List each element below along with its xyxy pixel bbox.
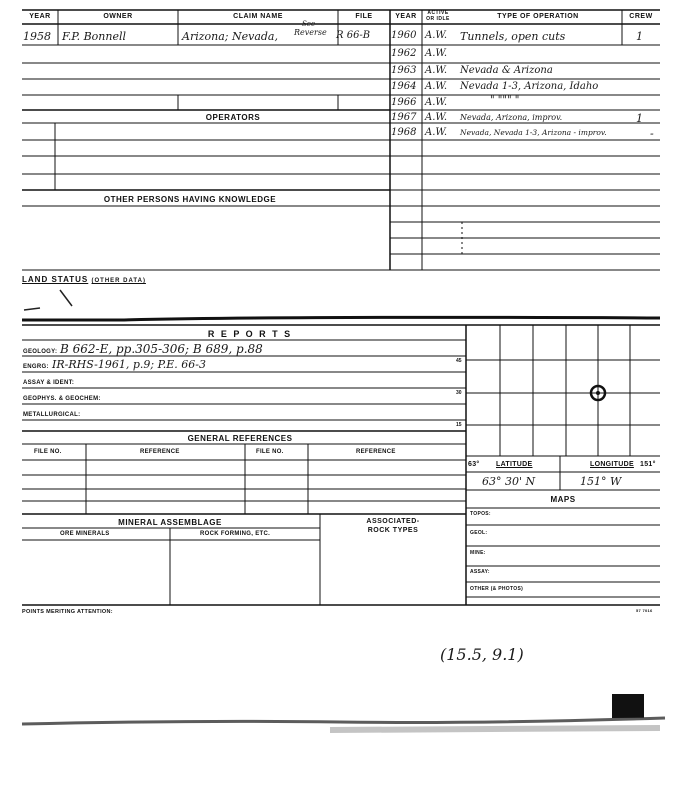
assay-ident-label: ASSAY & IDENT: [23, 380, 75, 386]
op-crew-6: 1 [636, 112, 643, 125]
op-year-7: 1968 [391, 127, 417, 138]
header-file: FILE [355, 13, 373, 20]
maps-geol: GEOL: [470, 530, 488, 536]
geophys-label: GEOPHYS. & GEOCHEM: [23, 396, 101, 402]
rock-types-label: ROCK TYPES [367, 527, 419, 534]
op-status-7: A.W. [425, 127, 448, 138]
op-status-2: A.W. [425, 48, 448, 59]
op-type-7: Nevada, Nevada 1-3, Arizona - improv. [460, 128, 607, 137]
owner-year: 1958 [23, 30, 51, 43]
maps-topos: TOPOS: [470, 511, 491, 517]
coordinates-note: (15.5, 9.1) [440, 645, 524, 664]
ref-file-no-2: FILE NO. [256, 449, 284, 455]
land-status-sub: (OTHER DATA) [91, 278, 146, 284]
associated-label: ASSOCIATED- [366, 518, 420, 525]
claim-name: Arizona; Nevada, [182, 30, 278, 43]
maps-assay: ASSAY: [470, 569, 490, 575]
latitude-value: 63° 30' N [482, 475, 536, 488]
op-crew-1: 1 [636, 30, 643, 43]
op-type-4: Nevada 1-3, Arizona, Idaho [460, 81, 599, 92]
header-crew: CREW [629, 13, 653, 20]
ore-minerals-label: ORE MINERALS [60, 531, 110, 537]
claim-reverse-note: Reverse [294, 28, 327, 37]
header-or-idle: OR IDLE [426, 16, 450, 22]
points-meriting-attention: POINTS MERITING ATTENTION: [22, 609, 113, 615]
op-type-6: Nevada, Arizona, improv. [460, 113, 563, 122]
header-active: ACTIVE [427, 10, 449, 16]
longitude-suffix: 151° [640, 461, 656, 468]
op-year-1: 1960 [391, 30, 417, 41]
header-year: YEAR [29, 13, 51, 20]
maps-mine: MINE: [470, 550, 486, 556]
op-year-4: 1964 [391, 81, 417, 92]
scale-45: 45 [456, 358, 462, 364]
land-status-label: LAND STATUS [22, 275, 89, 284]
reports-title: R E P O R T S [207, 329, 293, 339]
op-year-6: 1967 [391, 112, 417, 123]
op-crew-7: - [650, 127, 654, 140]
op-type-5: " """ " [490, 95, 520, 106]
scale-30: 30 [456, 390, 462, 396]
owner-name: F.P. Bonnell [62, 30, 127, 43]
header-claim-name: CLAIM NAME [233, 13, 283, 20]
claim-see-note: See [302, 20, 316, 28]
geology-label: GEOLOGY: [23, 349, 58, 355]
form-number: 57 7016 [636, 608, 653, 613]
operators-title: OPERATORS [205, 113, 261, 122]
op-year-2: 1962 [391, 48, 417, 59]
header-type-of-operation: TYPE OF OPERATION [497, 13, 579, 20]
op-status-1: A.W. [425, 30, 448, 41]
op-type-1: Tunnels, open cuts [460, 30, 566, 43]
header-year-2: YEAR [395, 13, 417, 20]
ref-reference-2: REFERENCE [356, 449, 396, 455]
file-number: R 66-B [336, 30, 371, 41]
rock-forming-label: ROCK FORMING, ETC. [200, 531, 271, 537]
op-status-5: A.W. [425, 97, 448, 108]
op-type-3: Nevada & Arizona [460, 65, 553, 76]
op-year-3: 1963 [391, 65, 417, 76]
scale-15: 15 [456, 422, 462, 428]
engrg-label: ENGRG: [23, 364, 49, 370]
registration-mark [612, 694, 644, 718]
mineral-assemblage-title: MINERAL ASSEMBLAGE [118, 518, 222, 527]
maps-other: OTHER (& PHOTOS) [470, 586, 524, 592]
associated-rock-types [320, 517, 466, 535]
ref-file-no-1: FILE NO. [34, 449, 62, 455]
latitude-prefix: 63° [468, 461, 480, 468]
maps-title: MAPS [550, 495, 576, 504]
longitude-label: LONGITUDE [590, 461, 634, 468]
op-status-4: A.W. [425, 81, 448, 92]
longitude-value: 151° W [580, 475, 622, 488]
land-status-title [22, 275, 146, 284]
header-owner: OWNER [103, 13, 133, 20]
other-persons-title: OTHER PERSONS HAVING KNOWLEDGE [103, 195, 277, 204]
metallurgical-label: METALLURGICAL: [23, 412, 81, 418]
op-status-3: A.W. [425, 65, 448, 76]
general-references-title: GENERAL REFERENCES [187, 434, 293, 443]
op-year-5: 1966 [391, 97, 417, 108]
header-active-idle [422, 10, 454, 22]
geology-value: B 662-E, pp.305-306; B 689, p.88 [60, 342, 263, 356]
engrg-value: IR-RHS-1961, p.9; P.E. 66-3 [52, 358, 207, 371]
op-status-6: A.W. [425, 112, 448, 123]
ref-reference-1: REFERENCE [140, 449, 180, 455]
latitude-label: LATITUDE [496, 461, 533, 468]
